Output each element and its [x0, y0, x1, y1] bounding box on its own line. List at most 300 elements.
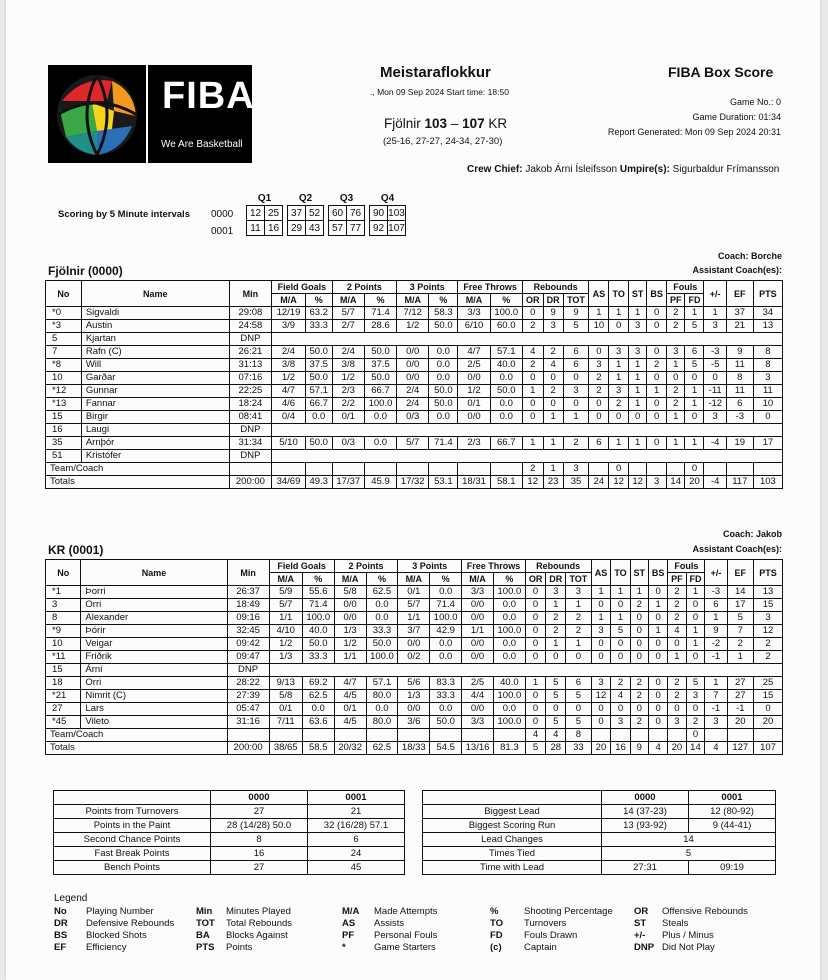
player-stat: 0.0 [490, 411, 522, 424]
legend-desc: Captain [524, 942, 557, 953]
player-name: Friðrik [81, 651, 227, 664]
player-stat: 2 [668, 690, 686, 703]
team-coach-label: Team/Coach [46, 729, 228, 742]
player-stat: 1 [686, 638, 705, 651]
subcol-rebound: OR [525, 573, 545, 586]
stats-value: 16 [211, 847, 308, 861]
quarter-label: Q2 [298, 192, 313, 204]
player-stat: 5 [727, 612, 754, 625]
team-stat [628, 463, 646, 476]
player-number: 35 [46, 437, 82, 450]
player-stat: 2 [666, 398, 684, 411]
player-number: 10 [46, 638, 81, 651]
player-dnp-blank [272, 333, 783, 346]
player-stat: 2 [630, 690, 648, 703]
player-stat: 0 [525, 690, 545, 703]
player-stat: 0 [522, 372, 543, 385]
subcol-rebound: DR [546, 573, 566, 586]
player-stat: 3 [591, 625, 611, 638]
player-stat: 1 [704, 307, 726, 320]
player-stat: 0/0 [398, 638, 430, 651]
player-stat: 0 [647, 346, 667, 359]
player-stat: 15 [754, 599, 783, 612]
player-name: Laugi [81, 424, 229, 437]
player-name: Orri [81, 677, 227, 690]
total-stat: 14 [686, 742, 705, 755]
legend-entry [342, 942, 490, 954]
team-stat [272, 463, 306, 476]
team-stat [334, 729, 366, 742]
player-stat: 5/10 [272, 437, 306, 450]
player-stat: 0 [666, 372, 684, 385]
player-stat: 63.6 [302, 716, 334, 729]
player-stat: 1/1 [334, 651, 366, 664]
team-stats-right-table [422, 790, 776, 875]
player-stat: 0 [648, 677, 667, 690]
team-stat [397, 463, 429, 476]
player-row [46, 307, 783, 320]
legend-desc: Offensive Rebounds [662, 906, 748, 917]
player-stat: 12 [591, 690, 611, 703]
player-stat: 5 [685, 320, 704, 333]
subcol: M/A [334, 573, 366, 586]
total-stat: 4 [648, 742, 667, 755]
player-stat: 3 [666, 346, 684, 359]
player-stat: 1 [685, 437, 704, 450]
col-rebounds: Rebounds [525, 560, 591, 573]
total-stat: 14 [666, 476, 684, 489]
player-stat: 3/8 [272, 359, 306, 372]
player-stat: 0/3 [332, 437, 364, 450]
interval-score: 57 [329, 221, 347, 236]
col-3-points: 3 Points [397, 281, 458, 294]
player-stat: 9/13 [269, 677, 302, 690]
player-stat: 1 [685, 307, 704, 320]
player-stat: 55.6 [302, 586, 334, 599]
player-stat: 40.0 [490, 359, 522, 372]
player-stat: 0 [522, 398, 543, 411]
player-dnp-blank [269, 664, 782, 677]
legend-key: PF [342, 930, 355, 941]
legend-key: ST [634, 918, 647, 929]
legend-key: BA [196, 930, 210, 941]
player-number: *13 [46, 398, 82, 411]
interval-score: 52 [306, 206, 324, 221]
player-stat: 2 [668, 586, 686, 599]
player-stat: 33.3 [302, 651, 334, 664]
col-assists: AS [589, 281, 609, 307]
player-stat: 0/1 [458, 398, 490, 411]
subcol: % [305, 294, 332, 307]
legend-desc: Points [226, 942, 253, 953]
player-stat: 1/2 [458, 385, 490, 398]
player-stat: 2 [666, 385, 684, 398]
legend-desc: Steals [662, 918, 689, 929]
player-stat: 19 [726, 437, 753, 450]
team-stat [726, 463, 753, 476]
player-number: 18 [46, 677, 81, 690]
player-name: Kristófer [81, 450, 229, 463]
player-stat: 9 [563, 307, 589, 320]
player-stat: 3 [668, 716, 686, 729]
legend-desc: Minutes Played [226, 906, 291, 917]
player-stat: 0 [563, 398, 589, 411]
total-stat: 12 [628, 476, 646, 489]
legend-desc: Game Starters [374, 942, 436, 953]
player-stat: 1/2 [332, 372, 364, 385]
player-name: Alexander [81, 612, 227, 625]
player-stat: 2 [543, 346, 563, 359]
player-row [46, 664, 783, 677]
player-stat: 1 [546, 599, 566, 612]
team-b-assistant-coaches: Assistant Coach(es): [692, 544, 782, 554]
stats-row [54, 861, 405, 875]
stats-value: 12 (80-92) [689, 805, 776, 819]
legend-column [490, 906, 634, 954]
player-stat: 0 [611, 651, 630, 664]
player-stat: 0 [647, 320, 667, 333]
team-stat: 0 [685, 463, 704, 476]
player-name: Sigvaldi [81, 307, 229, 320]
player-name: Veigar [81, 638, 227, 651]
player-number: *1 [46, 586, 81, 599]
subcol: M/A [272, 294, 306, 307]
interval-score: 25 [265, 206, 283, 221]
report-title: FIBA Box Score [668, 64, 774, 80]
player-stat: 3/3 [462, 716, 494, 729]
team-stat [648, 729, 667, 742]
player-stat: 1 [611, 612, 630, 625]
subcol: % [493, 573, 525, 586]
stats-team-code: 0001 [689, 791, 776, 805]
legend-desc: Made Attempts [374, 906, 438, 917]
player-stat: 1 [522, 385, 543, 398]
stats-label: Points in the Paint [54, 819, 211, 833]
stats-header-row [54, 791, 405, 805]
quarter-label: Q1 [257, 192, 272, 204]
stats-row [423, 833, 776, 847]
player-stat: 0/0 [397, 359, 429, 372]
player-stat: 0.0 [364, 411, 396, 424]
team-stat [666, 463, 684, 476]
player-stat: 62.5 [366, 586, 398, 599]
total-stat: 20 [591, 742, 611, 755]
player-stat: 0.0 [366, 599, 398, 612]
player-stat: 0 [591, 599, 611, 612]
player-row [46, 651, 783, 664]
stats-row [423, 847, 776, 861]
total-stat: 18/33 [398, 742, 430, 755]
team-a-name: Fjölnir [384, 116, 421, 131]
player-stat: 18:49 [227, 599, 269, 612]
player-stat: 0 [668, 703, 686, 716]
player-stat: 1 [628, 437, 646, 450]
total-stat: 20 [685, 476, 704, 489]
legend-desc: Personal Fouls [374, 930, 438, 941]
player-stat: 0/0 [398, 703, 430, 716]
player-stat: 0/0 [397, 372, 429, 385]
player-stat: 7 [727, 625, 754, 638]
player-stat: 2 [727, 638, 754, 651]
player-stat: 58.3 [429, 307, 458, 320]
player-stat: 3/3 [458, 307, 490, 320]
scoring-intervals-table [246, 191, 406, 236]
player-stat: 0/0 [397, 346, 429, 359]
subcol: M/A [397, 294, 429, 307]
player-stat: 0 [611, 638, 630, 651]
player-stat: 100.0 [430, 612, 462, 625]
legend-entry [490, 906, 634, 918]
player-stat: 22:25 [229, 385, 272, 398]
player-stat: 1 [609, 372, 628, 385]
interval-score: 107 [388, 222, 405, 234]
player-stat: 0/2 [398, 651, 430, 664]
player-stat: 0 [685, 372, 704, 385]
player-stat: 3 [609, 385, 628, 398]
legend-entry [196, 942, 342, 954]
player-stat: 0 [566, 703, 591, 716]
stats-value: 9 (44-41) [689, 819, 776, 833]
stats-label: Lead Changes [423, 833, 602, 847]
stats-row [54, 819, 405, 833]
interval-score: 11 [247, 221, 265, 236]
player-stat: 2/7 [332, 320, 364, 333]
player-stat: -3 [726, 411, 753, 424]
player-number: *3 [46, 320, 82, 333]
header-row [46, 281, 783, 294]
team-b-box-score [45, 559, 783, 755]
totals-label: Totals [46, 476, 230, 489]
player-stat: 71.4 [430, 599, 462, 612]
player-stat: 0 [522, 307, 543, 320]
legend-entry [490, 942, 634, 954]
player-stat: 0/1 [334, 703, 366, 716]
player-stat: 0 [647, 307, 667, 320]
player-stat: 0 [525, 612, 545, 625]
player-stat: 42.9 [430, 625, 462, 638]
team-stat: 0 [686, 729, 705, 742]
stats-row [423, 861, 776, 875]
player-stat: 07:16 [229, 372, 272, 385]
player-stat: 3 [754, 612, 783, 625]
player-stat: 6 [563, 359, 589, 372]
game-duration: Game Duration: 01:34 [692, 112, 781, 122]
player-stat: 0/0 [462, 612, 494, 625]
player-stat: 2 [754, 651, 783, 664]
player-stat: 0.0 [490, 398, 522, 411]
col-turnovers: TO [609, 281, 628, 307]
officials-line [467, 164, 779, 175]
player-stat: 5 [685, 359, 704, 372]
team-stat [705, 729, 727, 742]
player-stat: 0 [522, 411, 543, 424]
col-rebounds: Rebounds [522, 281, 588, 294]
player-stat: 100.0 [493, 690, 525, 703]
player-stat: 5 [546, 716, 566, 729]
total-stat: 5 [525, 742, 545, 755]
total-stat: 33 [566, 742, 591, 755]
player-name: Nimrit (C) [81, 690, 227, 703]
player-stat: 3 [591, 677, 611, 690]
player-name: Kjartan [81, 333, 229, 346]
player-row [46, 385, 783, 398]
player-row [46, 359, 783, 372]
legend-key: DR [54, 918, 68, 929]
total-stat: 58.5 [302, 742, 334, 755]
player-stat: 1 [628, 398, 646, 411]
player-stat: 0 [525, 703, 545, 716]
player-stat: 2/5 [462, 677, 494, 690]
player-stat: 1 [525, 677, 545, 690]
legend-entry [490, 930, 634, 942]
player-stat: 3 [563, 385, 589, 398]
legend-key: PTS [196, 942, 215, 953]
team-stat [366, 729, 398, 742]
player-stat: 31:13 [229, 359, 272, 372]
player-number: 3 [46, 599, 81, 612]
player-stat: 0 [648, 703, 667, 716]
stats-row [54, 805, 405, 819]
legend-key: M/A [342, 906, 360, 917]
interval-score: 43 [306, 221, 324, 236]
player-stat: 08:41 [229, 411, 272, 424]
team-stat [591, 729, 611, 742]
player-stat: 40.0 [302, 625, 334, 638]
subcol: M/A [398, 573, 430, 586]
total-stat: 54.5 [430, 742, 462, 755]
stats-value: 13 (93-92) [602, 819, 689, 833]
player-stat: 0 [589, 398, 609, 411]
player-number: 27 [46, 703, 81, 716]
stats-value: 32 (16/28) 57.1 [308, 819, 405, 833]
total-stat: 23 [543, 476, 563, 489]
team-stat [753, 463, 782, 476]
stats-row [423, 819, 776, 833]
player-number: *0 [46, 307, 82, 320]
stats-label: Fast Break Points [54, 847, 211, 861]
player-stat: 4 [668, 625, 686, 638]
player-stat: 1 [589, 307, 609, 320]
player-stat: 0.0 [305, 411, 332, 424]
umpires-label: Umpire(s): [619, 164, 670, 175]
player-stat: 1 [668, 651, 686, 664]
player-stat: 1 [686, 625, 705, 638]
basketball-logo-icon [48, 65, 148, 163]
scoring-row [247, 221, 406, 236]
player-stat: 0 [648, 651, 667, 664]
player-stat: 2 [563, 437, 589, 450]
player-stat: 1 [666, 437, 684, 450]
player-number: 15 [46, 411, 82, 424]
player-stat: 3/8 [332, 359, 364, 372]
player-row [46, 612, 783, 625]
score-dash: – [450, 116, 459, 131]
player-stat: 1 [566, 599, 591, 612]
legend-entry [342, 930, 490, 942]
player-stat: 5/7 [397, 437, 429, 450]
player-stat: 2 [589, 372, 609, 385]
player-stat: 0 [543, 372, 563, 385]
player-stat: 1 [543, 411, 563, 424]
col-efficiency: EF [727, 560, 754, 586]
legend-column [196, 906, 342, 954]
player-stat: 5/8 [334, 586, 366, 599]
player-stat: 20 [727, 716, 754, 729]
header-row [46, 560, 783, 573]
player-stat: 4 [522, 346, 543, 359]
scoring-team-b-code: 0001 [211, 226, 234, 237]
player-stat: 37.5 [305, 359, 332, 372]
player-stat: 1 [628, 359, 646, 372]
player-stat: 2 [666, 320, 684, 333]
player-stat: 0/0 [458, 372, 490, 385]
player-stat: -1 [727, 703, 754, 716]
player-stat: 8 [726, 372, 753, 385]
stats-value: 8 [211, 833, 308, 847]
umpires-names: Sigurbaldur Frímansson [672, 164, 780, 175]
player-stat: 27 [727, 677, 754, 690]
player-stat: 0 [525, 586, 545, 599]
player-stat: 15 [754, 690, 783, 703]
player-stat: 0/0 [458, 411, 490, 424]
player-stat: 13 [754, 586, 783, 599]
col-assists: AS [591, 560, 611, 586]
legend-desc: Total Rebounds [226, 918, 293, 929]
total-stat: 24 [589, 476, 609, 489]
legend-entry [342, 906, 490, 918]
player-stat: 50.0 [305, 437, 332, 450]
legend-key: EF [54, 942, 67, 953]
team-b-title: KR (0001) [48, 543, 104, 557]
player-stat: 1 [648, 599, 667, 612]
team-b-coach: Coach: Jakob [722, 529, 782, 539]
col-field-goals: Field Goals [269, 560, 334, 573]
player-stat: 2 [668, 677, 686, 690]
player-stat: 4/5 [334, 690, 366, 703]
player-stat: -1 [705, 651, 727, 664]
player-stat: 0/0 [462, 638, 494, 651]
total-stat: 53.1 [429, 476, 458, 489]
stats-value: 28 (14/28) 50.0 [211, 819, 308, 833]
total-stat: 58.1 [490, 476, 522, 489]
player-stat: 100.0 [490, 307, 522, 320]
player-number: *8 [46, 359, 82, 372]
player-stat: -5 [704, 359, 726, 372]
player-stat: 1 [705, 677, 727, 690]
player-stat: -3 [705, 586, 727, 599]
player-stat: 0 [563, 372, 589, 385]
total-stat: 20 [668, 742, 686, 755]
player-stat: 09:16 [227, 612, 269, 625]
player-stat: 0.0 [430, 651, 462, 664]
player-stat: 0.0 [366, 612, 398, 625]
player-stat: 0 [647, 437, 667, 450]
player-stat: 3 [705, 716, 727, 729]
player-stat: 80.0 [366, 716, 398, 729]
player-stat: 5 [566, 716, 591, 729]
team-stat: 1 [543, 463, 563, 476]
player-stat: 0 [630, 638, 648, 651]
player-stat: 8 [753, 346, 782, 359]
team-a-assistant-coaches: Assistant Coach(es): [692, 265, 782, 275]
player-stat: 100.0 [364, 398, 396, 411]
player-stat: 1 [609, 307, 628, 320]
player-stat: 29:08 [229, 307, 272, 320]
player-stat: 12/19 [272, 307, 306, 320]
brand-name: FIBA [162, 75, 255, 117]
legend-column [634, 906, 772, 954]
player-stat: 0 [686, 651, 705, 664]
